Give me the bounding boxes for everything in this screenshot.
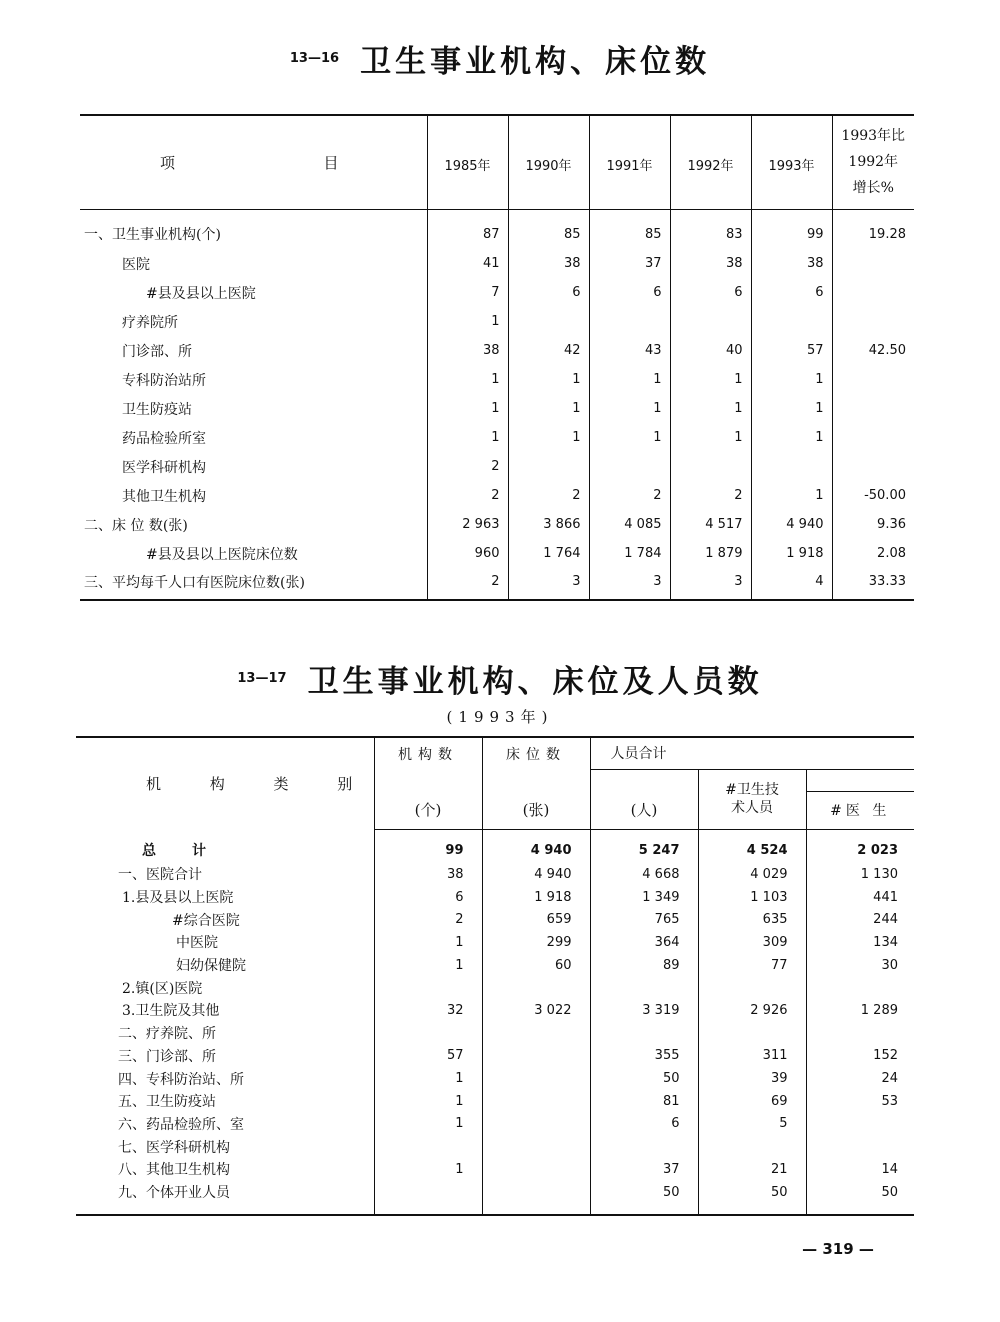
table1-cell: 6: [670, 278, 751, 307]
header-staff-spacer: [590, 769, 698, 791]
table1-cell: 38: [751, 249, 832, 278]
table1-row: [80, 365, 914, 394]
table1-cell: 57: [751, 336, 832, 365]
header-inst-spacer: [374, 769, 482, 791]
table1-cell: 1: [508, 423, 589, 452]
table1-cell: -50.00: [832, 481, 914, 510]
table2-cell: 659: [482, 908, 590, 931]
table2-row-label: 五、卫生防疫站: [118, 1094, 216, 1111]
table2-cell: [482, 1045, 590, 1068]
header-doctor: #医 生: [806, 791, 914, 829]
table1-title: [0, 36, 1000, 81]
table1-cell: 2: [427, 568, 508, 600]
table2-cell: 3 022: [482, 999, 590, 1022]
table1-cell: 1: [508, 394, 589, 423]
table2-subtitle: (1993年): [446, 708, 554, 726]
table1-row: [80, 249, 914, 278]
table2-row-label: 妇幼保健院: [176, 958, 246, 975]
table2-body: [76, 829, 914, 1215]
table1-header-item: [80, 115, 427, 209]
table2-row: [76, 1181, 914, 1215]
table1-row: [80, 481, 914, 510]
table1-row-label: #县及县以上医院床位数: [146, 546, 298, 563]
header-growth-line1: 1993年比: [841, 128, 906, 145]
table1-cell: [832, 394, 914, 423]
table1-row: [80, 423, 914, 452]
table2-row: [76, 1090, 914, 1113]
table1-cell: 37: [589, 249, 670, 278]
table2-row-label: 3.卫生院及其他: [122, 1003, 220, 1020]
table1-cell: [832, 249, 914, 278]
table1-row: [80, 539, 914, 568]
table2-row: [76, 908, 914, 931]
header-year-1993: 1993年: [751, 115, 832, 209]
header-year-1985: 1985年: [427, 115, 508, 209]
table1-cell: 7: [427, 278, 508, 307]
table2-cell: 4 524: [698, 829, 806, 863]
table2-row-label: 一、医院合计: [118, 867, 202, 884]
table2-cell: 14: [806, 1158, 914, 1181]
table2-cell: 69: [698, 1090, 806, 1113]
table2-cell: 50: [590, 1181, 698, 1215]
table1-cell: 9.36: [832, 510, 914, 539]
table1-cell: 3 866: [508, 510, 589, 539]
table2-cell: 1: [374, 1158, 482, 1181]
table1-cell: [751, 452, 832, 481]
table1-row-label: 门诊部、所: [122, 343, 192, 360]
table2-cell: [590, 1022, 698, 1045]
table2-row: [76, 1158, 914, 1181]
table2-cell: 37: [590, 1158, 698, 1181]
table1-cell: 4 085: [589, 510, 670, 539]
table1-row-label: 二、床 位 数(张): [84, 517, 188, 534]
table2-title: [0, 656, 1000, 701]
table1-cell: 1: [589, 365, 670, 394]
table2-cell: [806, 976, 914, 999]
table1-row-label: 疗养院所: [122, 314, 178, 331]
table1-row-label: 医学科研机构: [122, 459, 206, 476]
table1-cell: 85: [508, 209, 589, 249]
table2-cell: [806, 1022, 914, 1045]
table1-cell: 1: [751, 365, 832, 394]
table2-row: [76, 1113, 914, 1136]
table2-cell: [590, 1135, 698, 1158]
table2-cell: 364: [590, 931, 698, 954]
header-beds: 床位数: [482, 737, 590, 769]
table2-cell: [374, 1135, 482, 1158]
table1-row: [80, 394, 914, 423]
table1-cell: 1: [589, 394, 670, 423]
table1-title-text: 卫生事业机构、床位数: [360, 44, 711, 80]
table1-cell: [589, 307, 670, 336]
table2-cell: 1 130: [806, 863, 914, 886]
table2-row-label: 1.县及县以上医院: [122, 890, 234, 907]
table2-cell: 2 926: [698, 999, 806, 1022]
table2-row: [76, 954, 914, 977]
table1-cell: 4 517: [670, 510, 751, 539]
table1-row: [80, 209, 914, 249]
table2-total-row: [76, 829, 914, 863]
table1-cell: 1: [427, 423, 508, 452]
table2-row-label: #综合医院: [172, 912, 240, 929]
table1-cell: 1: [427, 365, 508, 394]
table1-cell: 1: [670, 394, 751, 423]
table1-cell: 87: [427, 209, 508, 249]
header-staff-unit: (人): [590, 791, 698, 829]
table2-row-label: 总计: [142, 843, 242, 859]
header-inst-unit: (个): [374, 791, 482, 829]
table1-number: 13—16: [289, 51, 340, 66]
table2-cell: 3 319: [590, 999, 698, 1022]
table2-row: [76, 931, 914, 954]
table1-cell: 99: [751, 209, 832, 249]
table2-cell: 4 940: [482, 829, 590, 863]
table1-cell: 1: [508, 365, 589, 394]
table1-cell: 1 879: [670, 539, 751, 568]
table1-cell: 1: [427, 394, 508, 423]
header-growth-line2: 1992年: [848, 154, 899, 171]
table2-row-label: 八、其他卫生机构: [118, 1162, 230, 1179]
table2-cell: 355: [590, 1045, 698, 1068]
table2-cell: 21: [698, 1158, 806, 1181]
table1-cell: 38: [427, 336, 508, 365]
table2-cell: [374, 1181, 482, 1215]
table1-cell: 4: [751, 568, 832, 600]
table2-row-label: 二、疗养院、所: [118, 1026, 216, 1043]
table1-row-label: 卫生防疫站: [122, 401, 192, 418]
table1-cell: 6: [589, 278, 670, 307]
header-item-left: 项: [160, 153, 176, 172]
table2-row-label: 中医院: [176, 935, 218, 952]
table2-cell: 32: [374, 999, 482, 1022]
page-number: — 319 —: [802, 1240, 874, 1258]
table1-cell: [832, 307, 914, 336]
table1-cell: 960: [427, 539, 508, 568]
table2-cell: 6: [590, 1113, 698, 1136]
table2-row-label: 四、专科防治站、所: [118, 1071, 244, 1088]
table2-cell: 299: [482, 931, 590, 954]
table2-row: [76, 976, 914, 999]
header-tech-line2: 术人员: [731, 800, 773, 816]
table1-cell: 1: [751, 423, 832, 452]
table2-row: [76, 1022, 914, 1045]
table2-cell: 77: [698, 954, 806, 977]
table1-cell: 83: [670, 209, 751, 249]
table1-row-label: 一、卫生事业机构(个): [84, 227, 221, 244]
table2-cell: 5 247: [590, 829, 698, 863]
table2-cell: 311: [698, 1045, 806, 1068]
header-staff: 人员合计: [590, 737, 914, 769]
header-beds-unit: (张): [482, 791, 590, 829]
table2-cell: 89: [590, 954, 698, 977]
table1-row-label: 三、平均每千人口有医院床位数(张): [80, 568, 427, 600]
header-year-1992: 1992年: [670, 115, 751, 209]
table1-row: [80, 278, 914, 307]
table2-cell: 4 029: [698, 863, 806, 886]
table1-cell: 38: [508, 249, 589, 278]
table1-cell: [670, 307, 751, 336]
table1-cell: [832, 423, 914, 452]
table2-row: [76, 999, 914, 1022]
table2-row: [76, 1135, 914, 1158]
table1-cell: [508, 452, 589, 481]
table2-cell: 2 023: [806, 829, 914, 863]
header-beds-spacer: [482, 769, 590, 791]
table2-row: [76, 1067, 914, 1090]
table2-cell: 53: [806, 1090, 914, 1113]
table1-cell: 19.28: [832, 209, 914, 249]
table2-cell: 1 289: [806, 999, 914, 1022]
table2-cell: [482, 1022, 590, 1045]
table2-cell: 635: [698, 908, 806, 931]
table1-cell: 2: [589, 481, 670, 510]
table2-cell: 4 940: [482, 863, 590, 886]
table2-cell: [482, 1067, 590, 1090]
table1-cell: 85: [589, 209, 670, 249]
table2-cell: [806, 1135, 914, 1158]
table1-row: [80, 452, 914, 481]
table2-cell: 152: [806, 1045, 914, 1068]
header-item-right: 目: [323, 153, 339, 172]
header-year-1990: 1990年: [508, 115, 589, 209]
table2-cell: [590, 976, 698, 999]
header-tech: [698, 769, 806, 829]
table1-cell: 3: [508, 568, 589, 600]
table1-cell: [508, 307, 589, 336]
table1-row: [80, 568, 914, 600]
table1-cell: 2: [427, 481, 508, 510]
table1-cell: 1 918: [751, 539, 832, 568]
table2-cell: 30: [806, 954, 914, 977]
table1-cell: 2 963: [427, 510, 508, 539]
table1-cell: [589, 452, 670, 481]
table2-cell: [482, 976, 590, 999]
table1-body: [80, 209, 914, 600]
table2-cell: [374, 976, 482, 999]
table1-cell: 1: [427, 307, 508, 336]
header-doctor-top: [806, 769, 914, 791]
table2-row-label: 六、药品检验所、室: [118, 1116, 244, 1133]
table1-cell: [832, 278, 914, 307]
table2-row-label: 七、医学科研机构: [118, 1139, 230, 1156]
table2-cell: 1: [374, 1113, 482, 1136]
table2-title-text: 卫生事业机构、床位及人员数: [307, 664, 763, 700]
table2-row-label: 2.镇(区)医院: [122, 980, 203, 997]
table2-cell: 57: [374, 1045, 482, 1068]
table1-cell: [751, 307, 832, 336]
table2: [76, 736, 914, 1216]
table1-cell: 38: [670, 249, 751, 278]
table2-cell: 81: [590, 1090, 698, 1113]
table2-cell: [806, 1113, 914, 1136]
table1-cell: [832, 365, 914, 394]
table1-cell: 4 940: [751, 510, 832, 539]
table1-cell: 1: [751, 481, 832, 510]
table2-cell: 24: [806, 1067, 914, 1090]
table2-cell: 309: [698, 931, 806, 954]
table1-row-label: 专科防治站所: [122, 372, 206, 389]
table1-cell: 1: [670, 423, 751, 452]
table1-cell: [832, 452, 914, 481]
table1-row-label: 医院: [122, 256, 150, 273]
header-tech-line1: #卫生技: [725, 782, 779, 798]
table1: [80, 114, 914, 601]
table1-cell: 42.50: [832, 336, 914, 365]
table2-cell: 1 918: [482, 886, 590, 909]
table2-header-row-1: [76, 737, 914, 769]
table2-cell: 50: [698, 1181, 806, 1215]
table2-cell: [482, 1158, 590, 1181]
table1-cell: 1: [589, 423, 670, 452]
table1-row-label: 药品检验所室: [122, 430, 206, 447]
table2-cell: 4 668: [590, 863, 698, 886]
table2-cell: 38: [374, 863, 482, 886]
table2-cell: [482, 1113, 590, 1136]
table2-cell: 134: [806, 931, 914, 954]
table1-cell: 41: [427, 249, 508, 278]
table2-cell: 1: [374, 1090, 482, 1113]
table2-cell: 6: [374, 886, 482, 909]
table2-cell: 1 103: [698, 886, 806, 909]
table2-cell: [698, 1022, 806, 1045]
header-category: 机 构 类 别: [76, 737, 374, 829]
table2-number: 13—17: [237, 671, 287, 686]
table1-cell: 2: [670, 481, 751, 510]
table1-cell: 2: [427, 452, 508, 481]
table1-cell: 42: [508, 336, 589, 365]
table2-cell: 60: [482, 954, 590, 977]
table1-cell: 1: [670, 365, 751, 394]
table2-cell: 50: [806, 1181, 914, 1215]
table1-cell: 1 764: [508, 539, 589, 568]
header-year-1991: 1991年: [589, 115, 670, 209]
table2-cell: 765: [590, 908, 698, 931]
table1-cell: [670, 452, 751, 481]
table2-cell: 2: [374, 908, 482, 931]
table2-cell: [482, 1090, 590, 1113]
table1-cell: 2: [508, 481, 589, 510]
table2-cell: [698, 1135, 806, 1158]
table1-cell: 6: [508, 278, 589, 307]
table1-row-label: 其他卫生机构: [122, 488, 206, 505]
table2-cell: [482, 1181, 590, 1215]
table1-row: [80, 510, 914, 539]
table1-cell: 1 784: [589, 539, 670, 568]
table1-cell: 3: [589, 568, 670, 600]
table2-cell: 244: [806, 908, 914, 931]
table2-cell: 50: [590, 1067, 698, 1090]
table2-cell: 99: [374, 829, 482, 863]
table1-cell: 1: [751, 394, 832, 423]
table2-row: [76, 1045, 914, 1068]
header-inst: 机构数: [374, 737, 482, 769]
table2-row-label: 九、个体开业人员: [76, 1181, 374, 1215]
table1-row: [80, 336, 914, 365]
header-growth-line3: 增长%: [852, 180, 894, 197]
table1-cell: 6: [751, 278, 832, 307]
table2-cell: 39: [698, 1067, 806, 1090]
table1-row-label: #县及县以上医院: [146, 285, 256, 302]
table1-cell: 43: [589, 336, 670, 365]
table1-cell: 2.08: [832, 539, 914, 568]
table2-cell: 441: [806, 886, 914, 909]
table1-cell: 3: [670, 568, 751, 600]
table2-cell: 1: [374, 931, 482, 954]
table2-cell: 5: [698, 1113, 806, 1136]
table1-cell: 40: [670, 336, 751, 365]
table1-row: [80, 307, 914, 336]
table2-cell: [698, 976, 806, 999]
table2-cell: [374, 1022, 482, 1045]
table2-cell: 1: [374, 1067, 482, 1090]
table1-header-row: [80, 115, 914, 209]
table2-row: [76, 863, 914, 886]
table2-row-label: 三、门诊部、所: [118, 1048, 216, 1065]
table2-cell: 1 349: [590, 886, 698, 909]
table2-cell: 1: [374, 954, 482, 977]
table1-cell: 33.33: [832, 568, 914, 600]
header-growth: [832, 115, 914, 209]
table2-row: [76, 886, 914, 909]
table2-cell: [482, 1135, 590, 1158]
